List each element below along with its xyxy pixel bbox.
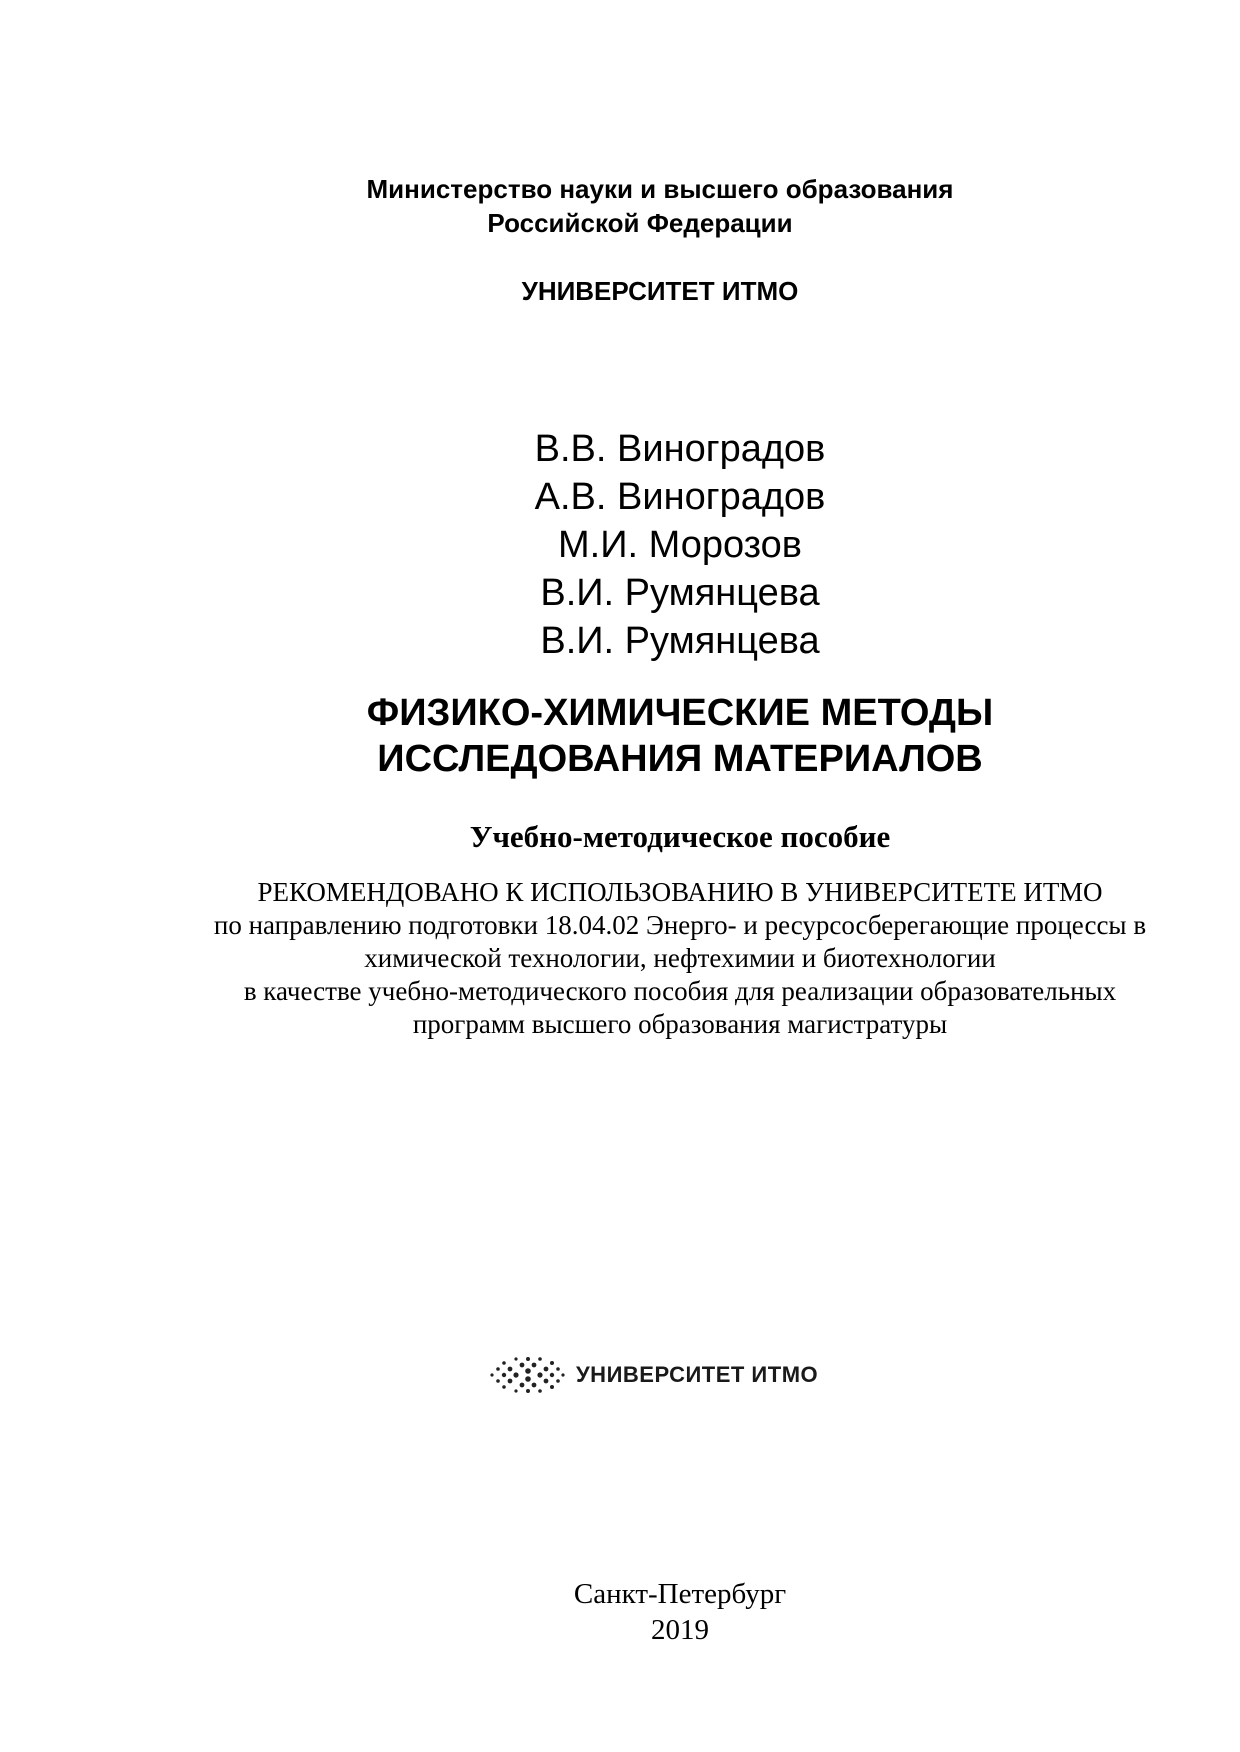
imprint-year: 2019 [651,1614,709,1646]
university-name: УНИВЕРСИТЕТ ИТМО [521,276,799,306]
author-name: В.И. Румянцева [540,572,820,614]
university-logo [488,1353,818,1397]
book-title [0,690,1240,782]
ministry-heading [0,172,1240,240]
recommendation-line: по направлению подготовки 18.04.02 Энерго- и ресурсосберегающие процессы в [213,910,1147,940]
book-subtitle: Учебно-методическое пособие [469,819,891,854]
ministry-line-1: Министерство науки и высшего образования [366,174,954,204]
imprint [0,1576,1240,1648]
author-name: А.В. Виноградов [534,476,826,518]
ministry-line-2: Российской Федерации [487,208,793,238]
recommendation-line: РЕКОМЕНДОВАНО К ИСПОЛЬЗОВАНИЮ В УНИВЕРСИТЕТЕ ИТМО [257,877,1103,907]
recommendation-block [0,876,1240,1041]
recommendation-line: в качестве учебно-методического пособия для реализации образовательных [243,976,1117,1006]
itmo-dots-logo-icon [488,1355,566,1395]
author-name: В.И. Румянцева [540,620,820,662]
author-name: В.В. Виноградов [534,428,826,470]
imprint-city: Санкт-Петербург [573,1578,787,1610]
recommendation-line: программ высшего образования магистратуры [412,1009,948,1039]
author-name: М.И. Морозов [557,524,802,566]
recommendation-line: химической технологии, нефтехимии и биотехнологии [364,943,996,973]
logo-text: УНИВЕРСИТЕТ ИТМО [576,1362,819,1387]
book-title-line-2: ИССЛЕДОВАНИЯ МАТЕРИАЛОВ [377,738,983,780]
authors-list [0,425,1240,665]
book-title-line-1: ФИЗИКО-ХИМИЧЕСКИЕ МЕТОДЫ [366,692,994,734]
